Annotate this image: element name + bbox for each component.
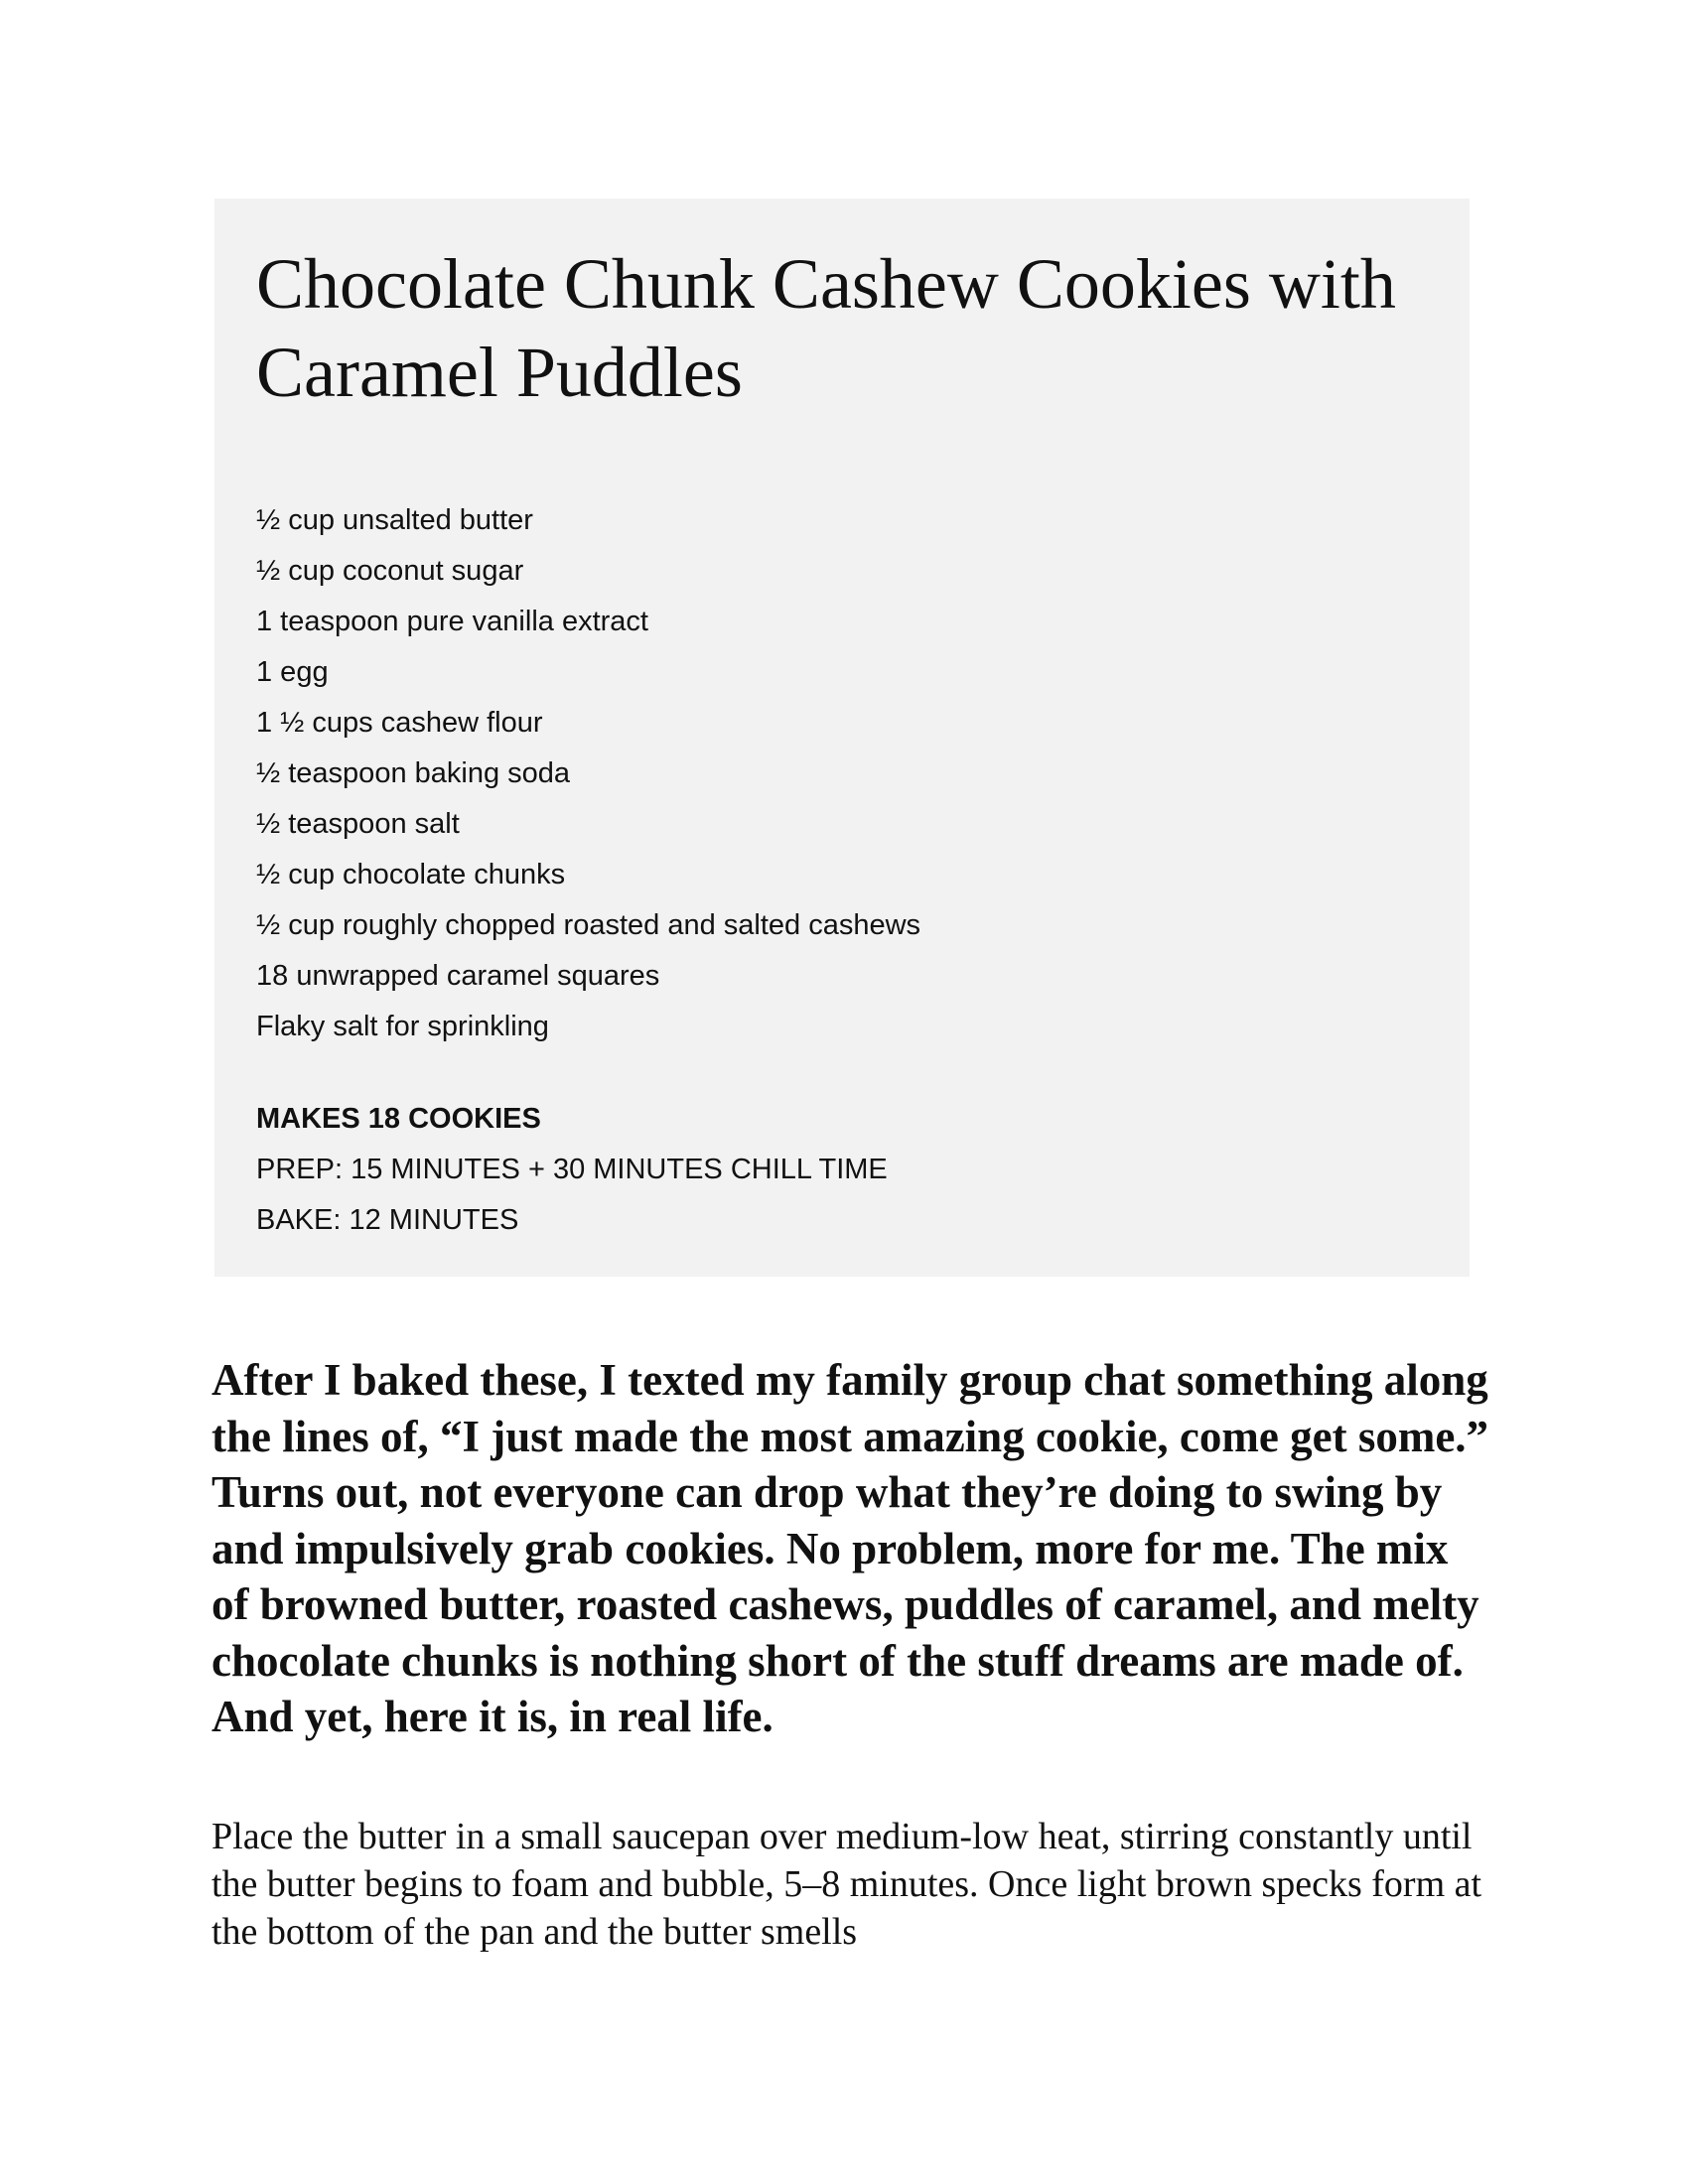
yield-label: MAKES 18 COOKIES (256, 1103, 541, 1135)
intro-paragraph: After I baked these, I texted my family group chat something along the lines of, “I just made the most amazing cookie, come get some.” Turns out, not everyone can drop what they’re doing to swing by and impulsively grab cookies. No problem, more for me. The mix of browned butter, roasted cashews, puddles of caramel, and melty chocolate chunks is nothing short of the stuff dreams are made of. And yet, here it is, in real life. (211, 1355, 1489, 1741)
instructions-paragraph: Place the butter in a small saucepan over medium-low heat, stirring constantly until the butter begins to foam and bubble, 5–8 minutes. Once light brown specks form at the bottom of the pan and the butter smells (211, 1816, 1482, 1953)
ingredient-item: ½ cup unsalted butter (256, 504, 533, 536)
recipe-card (214, 199, 1470, 1277)
ingredient-item: ½ cup roughly chopped roasted and salted cashews (256, 909, 921, 941)
ingredient-item: ½ cup chocolate chunks (256, 859, 566, 890)
ingredient-item: 1 teaspoon pure vanilla extract (256, 606, 648, 637)
ingredient-list (256, 495, 1470, 1052)
ingredient-item: ½ teaspoon salt (256, 808, 460, 840)
ingredient-item: 18 unwrapped caramel squares (256, 960, 660, 992)
ingredient-item: Flaky salt for sprinkling (256, 1011, 549, 1042)
ingredient-item: ½ cup coconut sugar (256, 555, 524, 587)
recipe-title: Chocolate Chunk Cashew Cookies with Caramel Puddles (256, 244, 1396, 412)
ingredient-item: 1 egg (256, 656, 329, 688)
prep-time: PREP: 15 MINUTES + 30 MINUTES CHILL TIME (256, 1154, 888, 1185)
bake-time: BAKE: 12 MINUTES (256, 1204, 519, 1236)
recipe-meta (256, 1094, 1470, 1246)
ingredient-item: 1 ½ cups cashew flour (256, 707, 543, 739)
ingredient-item: ½ teaspoon baking soda (256, 757, 571, 789)
